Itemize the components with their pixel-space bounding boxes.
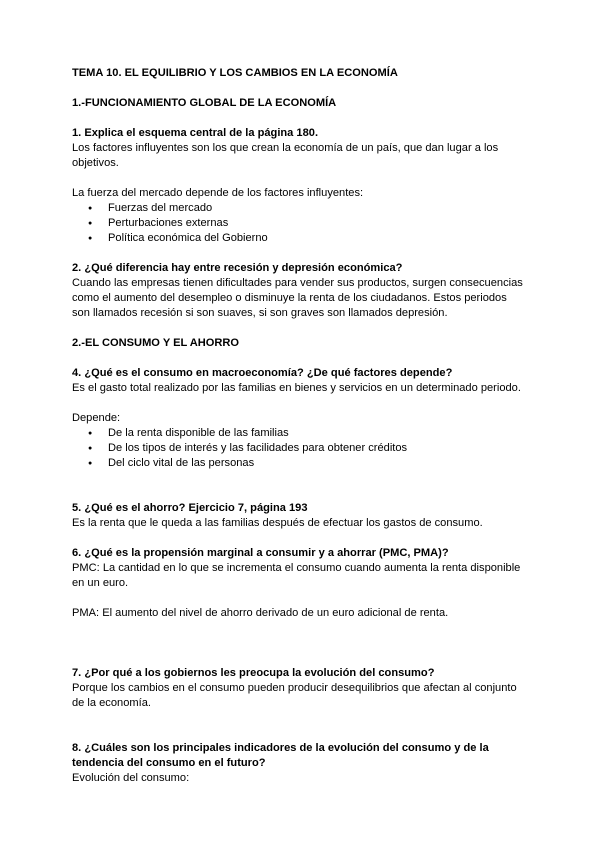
answer-6-pmc-line: en un euro. xyxy=(72,577,129,589)
question-8-line: tendencia del consumo en el futuro? xyxy=(72,757,266,769)
list-item: ● De la renta disponible de las familias xyxy=(72,426,528,441)
answer-2-line: como el aumento del desempleo o disminuye la renta de los ciudadanos. Estos periodos xyxy=(72,292,507,304)
section-heading-2: 2.-EL CONSUMO Y EL AHORRO xyxy=(72,337,240,349)
document-title: TEMA 10. EL EQUILIBRIO Y LOS CAMBIOS EN LA ECONOMÍA xyxy=(72,67,398,79)
answer-7-line: de la economía. xyxy=(72,697,151,709)
answer-2-line: son llamados recesión si son suaves, si son graves son llamados depresión. xyxy=(72,307,448,319)
list-item: ● Del ciclo vital de las personas xyxy=(72,456,528,471)
answer-7-line: Porque los cambios en el consumo pueden producir desequilibrios que afectan al conjunto xyxy=(72,682,517,694)
list-item: ● Política económica del Gobierno xyxy=(72,231,528,246)
factors-list xyxy=(72,201,528,246)
section-heading-1: 1.-FUNCIONAMIENTO GLOBAL DE LA ECONOMÍA xyxy=(72,97,337,109)
answer-5: Es la renta que le queda a las familias después de efectuar los gastos de consumo. xyxy=(72,517,483,529)
list-item: ● De los tipos de interés y las facilidades para obtener créditos xyxy=(72,441,528,456)
question-1: 1. Explica el esquema central de la página 180. xyxy=(72,127,319,139)
question-6: 6. ¿Qué es la propensión marginal a consumir y a ahorrar (PMC, PMA)? xyxy=(72,547,449,559)
question-5: 5. ¿Qué es el ahorro? Ejercicio 7, página 193 xyxy=(72,502,308,514)
answer-1-intro: La fuerza del mercado depende de los factores influyentes: xyxy=(72,187,364,199)
answer-6-pma: PMA: El aumento del nivel de ahorro derivado de un euro adicional de renta. xyxy=(72,607,449,619)
answer-4-intro: Depende: xyxy=(72,412,121,424)
answer-2-line: Cuando las empresas tienen dificultades para vender sus productos, surgen consecuencias xyxy=(72,277,523,289)
question-8-line: 8. ¿Cuáles son los principales indicadores de la evolución del consumo y de la xyxy=(72,742,489,754)
question-2: 2. ¿Qué diferencia hay entre recesión y depresión económica? xyxy=(72,262,403,274)
answer-1-line: Los factores influyentes son los que crean la economía de un país, que dan lugar a los xyxy=(72,142,499,154)
question-7: 7. ¿Por qué a los gobiernos les preocupa la evolución del consumo? xyxy=(72,667,435,679)
question-4: 4. ¿Qué es el consumo en macroeconomía? ¿De qué factores depende? xyxy=(72,367,453,379)
consumption-factors-list xyxy=(72,426,528,471)
list-item: ● Perturbaciones externas xyxy=(72,216,528,231)
answer-6-pmc-line: PMC: La cantidad en lo que se incrementa el consumo cuando aumenta la renta disponible xyxy=(72,562,521,574)
document-page xyxy=(72,66,528,786)
answer-8: Evolución del consumo: xyxy=(72,772,190,784)
answer-4: Es el gasto total realizado por las familias en bienes y servicios en un determinado periodo. xyxy=(72,382,521,394)
list-item: ● Fuerzas del mercado xyxy=(72,201,528,216)
answer-1-line: objetivos. xyxy=(72,157,119,169)
